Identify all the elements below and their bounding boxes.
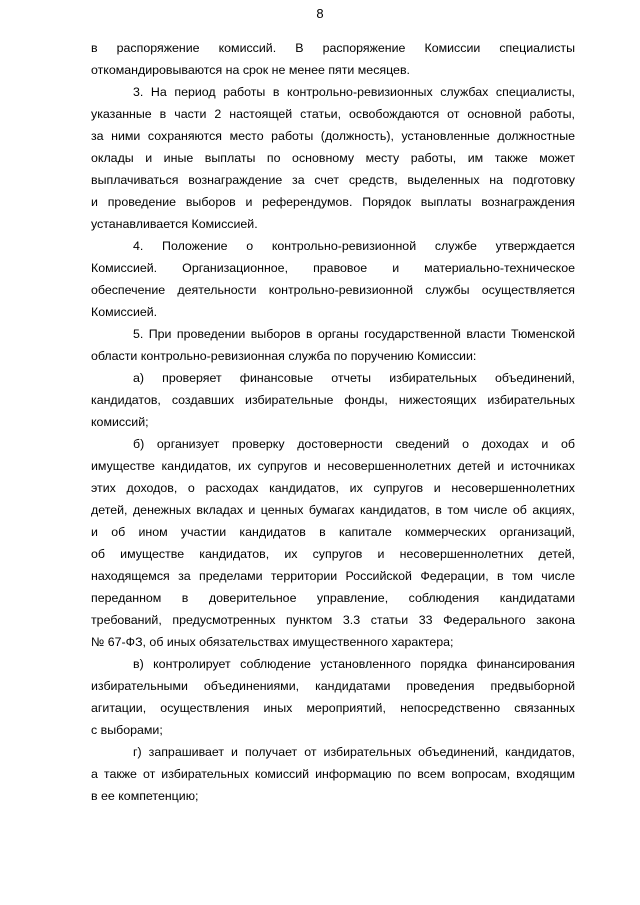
- text-line: оклады и иные выплаты по основному месту работы, им также может: [91, 151, 575, 165]
- text-line: имуществе кандидатов, их супругов и несовершеннолетних детей и источниках: [91, 459, 575, 473]
- text-line: а также от избирательных комиссий информацию по всем вопросам, входящим: [91, 767, 575, 781]
- text-line: указанные в части 2 настоящей статьи, освобождаются от основной работы,: [91, 107, 575, 121]
- text-line: г) запрашивает и получает от избирательных объединений, кандидатов,: [133, 745, 575, 759]
- text-line: Комиссией. Организационное, правовое и материально-техническое: [91, 261, 575, 275]
- text-line: 4. Положение о контрольно-ревизионной службе утверждается: [133, 239, 575, 253]
- text-line: в) контролирует соблюдение установленного порядка финансирования: [133, 657, 575, 671]
- paragraph-continuation: [91, 37, 575, 81]
- text-line: 5. При проведении выборов в органы государственной власти Тюменской: [133, 327, 575, 341]
- text-line: и об ином участии кандидатов в капитале коммерческих организаций,: [91, 525, 575, 539]
- text-line: выплачиваться вознаграждение за счет средств, выделенных на подготовку: [91, 173, 575, 187]
- text-line: детей, денежных вкладах и ценных бумагах кандидатов, в том числе об акциях,: [91, 503, 575, 517]
- text-line: с выборами;: [91, 723, 163, 737]
- text-line: откомандировываются на срок не менее пяти месяцев.: [91, 63, 410, 77]
- text-line: в распоряжение комиссий. В распоряжение Комиссии специалисты: [91, 41, 575, 55]
- text-line: избирательными объединениями, кандидатами проведения предвыборной: [91, 679, 575, 693]
- text-line: области контрольно-ревизионная служба по поручению Комиссии:: [91, 349, 477, 363]
- paragraph-5g: [91, 741, 575, 807]
- text-line: кандидатов, создавших избирательные фонды, нижестоящих избирательных: [91, 393, 575, 407]
- text-line: требований, предусмотренных пунктом 3.3 статьи 33 Федерального закона: [91, 613, 575, 627]
- text-line: 3. На период работы в контрольно-ревизионных службах специалисты,: [133, 85, 575, 99]
- text-line: обеспечение деятельности контрольно-ревизионной службы осуществляется: [91, 283, 575, 297]
- text-line: переданном в доверительное управление, соблюдения кандидатами: [91, 591, 575, 605]
- text-line: этих доходов, о расходах кандидатов, их супругов и несовершеннолетних: [91, 481, 575, 495]
- text-line: и проведение выборов и референдумов. Порядок выплаты вознаграждения: [91, 195, 575, 209]
- paragraph-5b: [91, 433, 575, 653]
- text-line: об имуществе кандидатов, их супругов и несовершеннолетних детей,: [91, 547, 575, 561]
- text-line: б) организует проверку достоверности сведений о доходах и об: [133, 437, 575, 451]
- text-line: а) проверяет финансовые отчеты избирательных объединений,: [133, 371, 575, 385]
- page-number: 8: [316, 6, 324, 21]
- paragraph-5a: [91, 367, 575, 433]
- text-line: агитации, осуществления иных мероприятий, непосредственно связанных: [91, 701, 575, 715]
- text-line: устанавливается Комиссией.: [91, 217, 258, 231]
- text-line: комиссий;: [91, 415, 149, 429]
- text-line: в ее компетенцию;: [91, 789, 199, 803]
- paragraph-4: [91, 235, 575, 323]
- text-line: № 67-ФЗ, об иных обязательствах имущественного характера;: [91, 635, 454, 649]
- text-line: за ними сохраняются место работы (должность), установленные должностные: [91, 129, 575, 143]
- document-body: [91, 37, 575, 807]
- text-line: находящемся за пределами территории Российской Федерации, в том числе: [91, 569, 575, 583]
- paragraph-5v: [91, 653, 575, 741]
- paragraph-5: [91, 323, 575, 367]
- text-line: Комиссией.: [91, 305, 158, 319]
- paragraph-3: [91, 81, 575, 235]
